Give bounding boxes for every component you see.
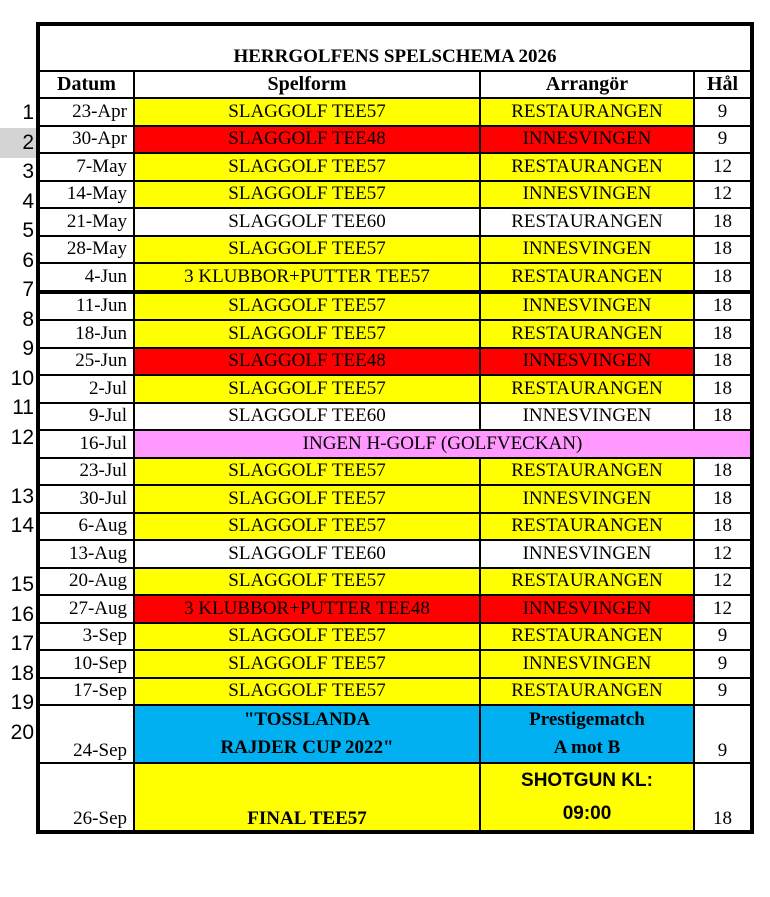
date-cell[interactable]: 6-Aug	[38, 513, 134, 541]
hal-cell[interactable]: 18	[694, 403, 752, 431]
date-cell[interactable]: 7-May	[38, 153, 134, 181]
hal-cell[interactable]: 9	[694, 678, 752, 706]
date-cell[interactable]: 20-Aug	[38, 568, 134, 596]
row-number: 10	[10, 367, 34, 390]
hal-cell[interactable]: 18	[694, 208, 752, 236]
hal-cell[interactable]: 9	[694, 126, 752, 154]
table-row	[38, 348, 752, 376]
date-cell[interactable]: 25-Jun	[38, 348, 134, 376]
arrangor-cell[interactable]: INNESVINGEN	[480, 650, 694, 678]
date-cell[interactable]: 17-Sep	[38, 678, 134, 706]
hal-cell[interactable]: 18	[694, 292, 752, 321]
arrangor-cell[interactable]: RESTAURANGEN	[480, 568, 694, 596]
spelform-cell[interactable]: SLAGGOLF TEE60	[134, 540, 480, 568]
hal-cell[interactable]: 18	[694, 320, 752, 348]
spelform-cell-rajder-cup[interactable]	[134, 705, 480, 763]
spelform-cell[interactable]: SLAGGOLF TEE57	[134, 375, 480, 403]
hal-cell[interactable]: 18	[694, 263, 752, 292]
arrangor-cell[interactable]: INNESVINGEN	[480, 403, 694, 431]
row-number: 6	[22, 249, 34, 272]
table-row	[38, 568, 752, 596]
row-number: 15	[10, 573, 34, 596]
header-spelform[interactable]: Spelform	[134, 71, 480, 98]
row-number-selected[interactable]: 2	[0, 128, 36, 158]
arrangor-cell[interactable]: INNESVINGEN	[480, 292, 694, 321]
date-cell[interactable]: 13-Aug	[38, 540, 134, 568]
arrangor-cell[interactable]: INNESVINGEN	[480, 348, 694, 376]
hal-cell[interactable]: 18	[694, 375, 752, 403]
schedule-title[interactable]: HERRGOLFENS SPELSCHEMA 2026	[38, 24, 752, 71]
date-cell[interactable]: 24-Sep	[38, 705, 134, 763]
spelform-line: "TOSSLANDA	[243, 709, 371, 730]
arrangor-line: Prestigematch	[529, 709, 645, 730]
date-cell[interactable]: 18-Jun	[38, 320, 134, 348]
table-row	[38, 540, 752, 568]
schedule-table	[36, 22, 754, 834]
hal-cell[interactable]: 9	[694, 623, 752, 651]
spelform-cell[interactable]: 3 KLUBBOR+PUTTER TEE48	[134, 595, 480, 623]
arrangor-cell[interactable]: INNESVINGEN	[480, 126, 694, 154]
arrangor-cell[interactable]: RESTAURANGEN	[480, 458, 694, 486]
date-cell[interactable]: 16-Jul	[38, 430, 134, 458]
spelform-cell[interactable]: SLAGGOLF TEE57	[134, 513, 480, 541]
shotgun-label: SHOTGUN KL:	[521, 770, 653, 791]
row-number: 12	[10, 426, 34, 449]
spelform-cell[interactable]: SLAGGOLF TEE57	[134, 320, 480, 348]
spelform-cell[interactable]: 3 KLUBBOR+PUTTER TEE57	[134, 263, 480, 292]
row-number: 1	[22, 101, 34, 124]
arrangor-cell[interactable]: INNESVINGEN	[480, 540, 694, 568]
hal-cell[interactable]: 9	[694, 98, 752, 126]
header-datum[interactable]: Datum	[38, 71, 134, 98]
table-row-final	[38, 763, 752, 832]
header-arrangor[interactable]: Arrangör	[480, 71, 694, 98]
hal-cell[interactable]: 12	[694, 568, 752, 596]
table-row	[38, 678, 752, 706]
hal-cell[interactable]: 18	[694, 236, 752, 264]
row-number: 14	[10, 514, 34, 537]
hal-cell[interactable]: 9	[694, 705, 752, 763]
hal-cell[interactable]: 18	[694, 348, 752, 376]
table-row	[38, 208, 752, 236]
arrangor-cell[interactable]: RESTAURANGEN	[480, 623, 694, 651]
row-number: 8	[22, 308, 34, 331]
spelform-cell[interactable]: SLAGGOLF TEE57	[134, 650, 480, 678]
spelform-cell[interactable]: SLAGGOLF TEE57	[134, 568, 480, 596]
table-row-no-golf	[38, 430, 752, 458]
merged-notice-cell[interactable]: INGEN H-GOLF (GOLFVECKAN)	[134, 430, 752, 458]
date-cell[interactable]: 9-Jul	[38, 403, 134, 431]
hal-cell[interactable]: 12	[694, 540, 752, 568]
table-row	[38, 320, 752, 348]
row-number: 3	[22, 160, 34, 183]
arrangor-cell-prestigematch[interactable]	[480, 705, 694, 763]
row-number: 17	[10, 632, 34, 655]
header-row	[38, 71, 752, 98]
spelform-cell[interactable]: SLAGGOLF TEE48	[134, 126, 480, 154]
table-row	[38, 403, 752, 431]
row-number: 11	[12, 396, 34, 419]
table-row	[38, 458, 752, 486]
spelform-cell[interactable]: SLAGGOLF TEE57	[134, 153, 480, 181]
title-row	[38, 24, 752, 71]
spelform-cell[interactable]: SLAGGOLF TEE57	[134, 678, 480, 706]
row-number: 5	[22, 219, 34, 242]
spelform-cell[interactable]: SLAGGOLF TEE48	[134, 348, 480, 376]
header-hal[interactable]: Hål	[694, 71, 752, 98]
spelform-cell[interactable]: SLAGGOLF TEE60	[134, 403, 480, 431]
date-cell[interactable]: 23-Jul	[38, 458, 134, 486]
spelform-cell[interactable]: SLAGGOLF TEE60	[134, 208, 480, 236]
table-row	[38, 181, 752, 209]
table-row	[38, 98, 752, 126]
row-number: 13	[10, 485, 34, 508]
arrangor-cell[interactable]: RESTAURANGEN	[480, 98, 694, 126]
date-cell[interactable]: 11-Jun	[38, 292, 134, 321]
spelform-cell[interactable]: SLAGGOLF TEE57	[134, 181, 480, 209]
table-row	[38, 153, 752, 181]
date-cell[interactable]: 27-Aug	[38, 595, 134, 623]
arrangor-cell[interactable]: RESTAURANGEN	[480, 320, 694, 348]
date-cell[interactable]: 4-Jun	[38, 263, 134, 292]
arrangor-cell[interactable]: INNESVINGEN	[480, 485, 694, 513]
date-cell[interactable]: 30-Jul	[38, 485, 134, 513]
hal-cell[interactable]: 18	[694, 513, 752, 541]
hal-cell[interactable]: 18	[694, 458, 752, 486]
hal-cell[interactable]: 9	[694, 650, 752, 678]
arrangor-cell[interactable]: INNESVINGEN	[480, 595, 694, 623]
arrangor-cell[interactable]: RESTAURANGEN	[480, 153, 694, 181]
spelform-cell[interactable]: SLAGGOLF TEE57	[134, 458, 480, 486]
spelform-cell[interactable]: SLAGGOLF TEE57	[134, 485, 480, 513]
arrangor-cell[interactable]: RESTAURANGEN	[480, 513, 694, 541]
arrangor-line: A mot B	[553, 737, 621, 758]
date-cell[interactable]: 21-May	[38, 208, 134, 236]
row-number: 16	[10, 603, 34, 626]
table-row	[38, 623, 752, 651]
row-number: 19	[10, 691, 34, 714]
arrangor-cell-shotgun[interactable]	[480, 763, 694, 832]
row-number: 7	[22, 278, 34, 301]
arrangor-cell[interactable]: RESTAURANGEN	[480, 263, 694, 292]
date-cell[interactable]: 28-May	[38, 236, 134, 264]
spelform-cell-final[interactable]: FINAL TEE57	[134, 763, 480, 832]
table-row	[38, 375, 752, 403]
row-number: 4	[22, 190, 34, 213]
spelform-line: RAJDER CUP 2022"	[220, 737, 394, 758]
table-row	[38, 292, 752, 321]
hal-cell[interactable]: 18	[694, 763, 752, 832]
spelform-cell[interactable]: SLAGGOLF TEE57	[134, 292, 480, 321]
spelform-cell[interactable]: SLAGGOLF TEE57	[134, 236, 480, 264]
table-row	[38, 263, 752, 292]
date-cell[interactable]: 14-May	[38, 181, 134, 209]
row-number: 9	[22, 337, 34, 360]
date-cell[interactable]: 2-Jul	[38, 375, 134, 403]
arrangor-cell[interactable]: INNESVINGEN	[480, 236, 694, 264]
hal-cell[interactable]: 12	[694, 595, 752, 623]
row-number: 18	[10, 662, 34, 685]
spelform-cell[interactable]: SLAGGOLF TEE57	[134, 623, 480, 651]
table-row	[38, 236, 752, 264]
table-row	[38, 513, 752, 541]
row-number: 20	[10, 721, 34, 744]
table-row-rajder-cup	[38, 705, 752, 763]
date-cell[interactable]: 3-Sep	[38, 623, 134, 651]
table-row	[38, 595, 752, 623]
arrangor-cell[interactable]: RESTAURANGEN	[480, 375, 694, 403]
date-cell[interactable]: 23-Apr	[38, 98, 134, 126]
hal-cell[interactable]: 12	[694, 153, 752, 181]
table-row	[38, 650, 752, 678]
table-row	[38, 126, 752, 154]
shotgun-time: 09:00	[562, 803, 612, 824]
arrangor-cell[interactable]: RESTAURANGEN	[480, 208, 694, 236]
arrangor-cell[interactable]: RESTAURANGEN	[480, 678, 694, 706]
spelform-cell[interactable]: SLAGGOLF TEE57	[134, 98, 480, 126]
arrangor-cell[interactable]: INNESVINGEN	[480, 181, 694, 209]
date-cell[interactable]: 10-Sep	[38, 650, 134, 678]
hal-cell[interactable]: 12	[694, 181, 752, 209]
hal-cell[interactable]: 18	[694, 485, 752, 513]
date-cell[interactable]: 30-Apr	[38, 126, 134, 154]
date-cell[interactable]: 26-Sep	[38, 763, 134, 832]
table-row	[38, 485, 752, 513]
